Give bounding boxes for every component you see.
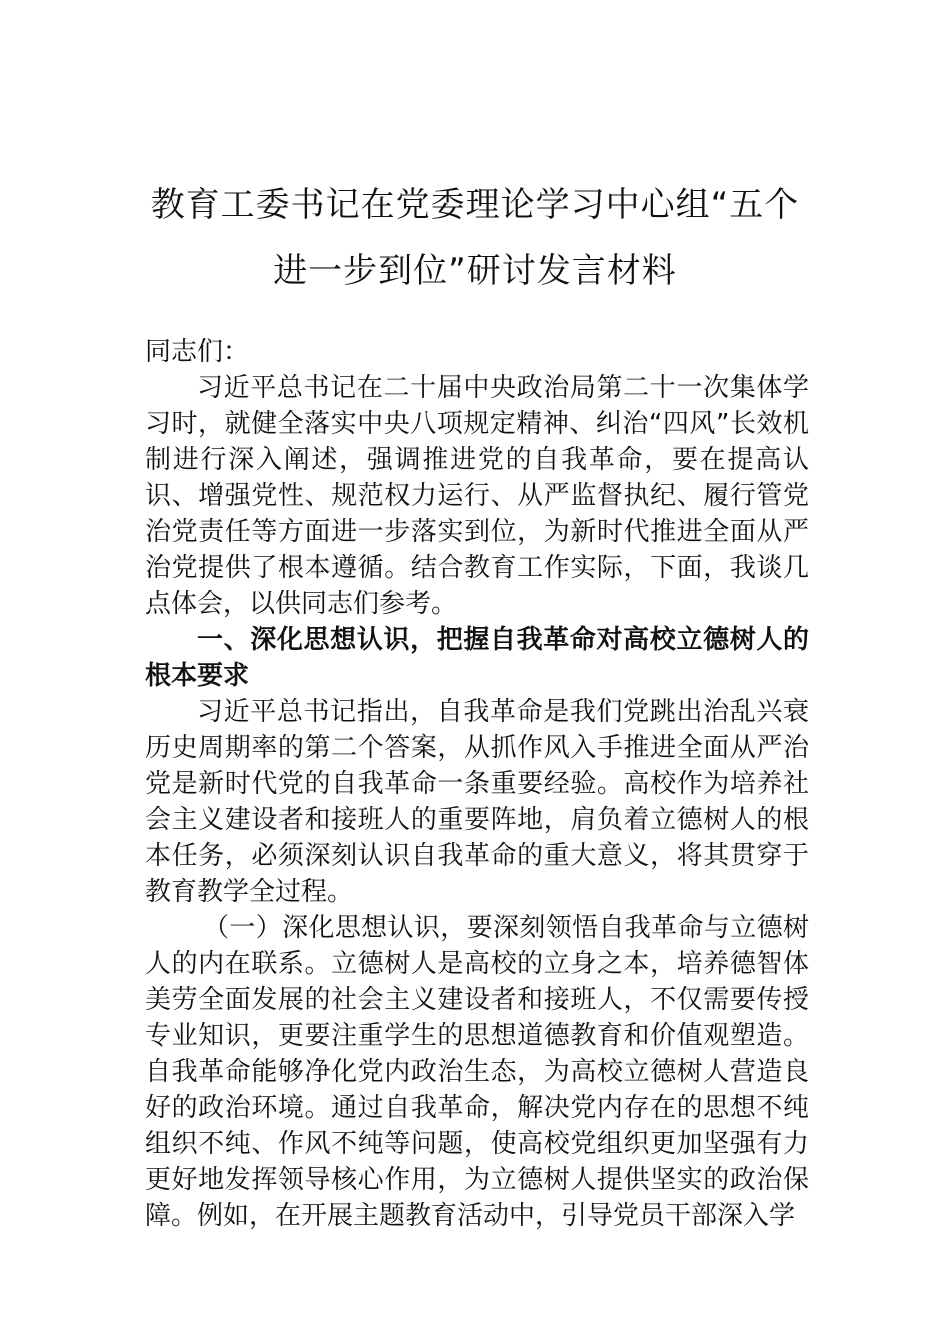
paragraph-intro: 习近平总书记在二十届中央政治局第二十一次集体学习时，就健全落实中央八项规定精神、纠治“四风”长效机制进行深入阐述，强调推进党的自我革命，要在提高认识、增强党性、规范权力运行、从严监督执纪、履行管党治党责任等方面进一步落实到位，为新时代推进全面从严治党提供了根本遵循。结合教育工作实际，下面，我谈几点体会，以供同志们参考。 (145, 373, 809, 619)
paragraph-subsection-1: （一）深化思想认识，要深刻领悟自我革命与立德树人的内在联系。立德树人是高校的立身之本，培养德智体美劳全面发展的社会主义建设者和接班人，不仅需要传授专业知识，更要注重学生的思想道德教育和价值观塑造。自我革命能够净化党内政治生态，为高校立德树人营造良好的政治环境。通过自我革命，解决党内存在的思想不纯组织不纯、作风不纯等问题，使高校党组织更加坚强有力更好地发挥领导核心作用，为立德树人提供坚实的政治保障。例如，在开展主题教育活动中，引导党员干部深入学 (145, 913, 809, 1231)
section-heading-1: 一、深化思想认识，把握自我革命对高校立德树人的根本要求 (145, 625, 809, 691)
document-title (110, 172, 840, 304)
title-line-2: 进一步到位”研讨发言材料 (273, 251, 677, 291)
paragraph-section-1: 习近平总书记指出，自我革命是我们党跳出治乱兴衰历史周期率的第二个答案，从抓作风入手推进全面从严治党是新时代党的自我革命一条重要经验。高校作为培养社会主义建设者和接班人的重要阵地，肩负着立德树人的根本任务，必须深刻认识自我革命的重大意义，将其贯穿于教育教学全过程。 (145, 697, 809, 907)
salutation: 同志们： (145, 337, 250, 367)
document-body (145, 334, 809, 1234)
title-line-1: 教育工委书记在党委理论学习中心组“五个 (150, 185, 800, 225)
